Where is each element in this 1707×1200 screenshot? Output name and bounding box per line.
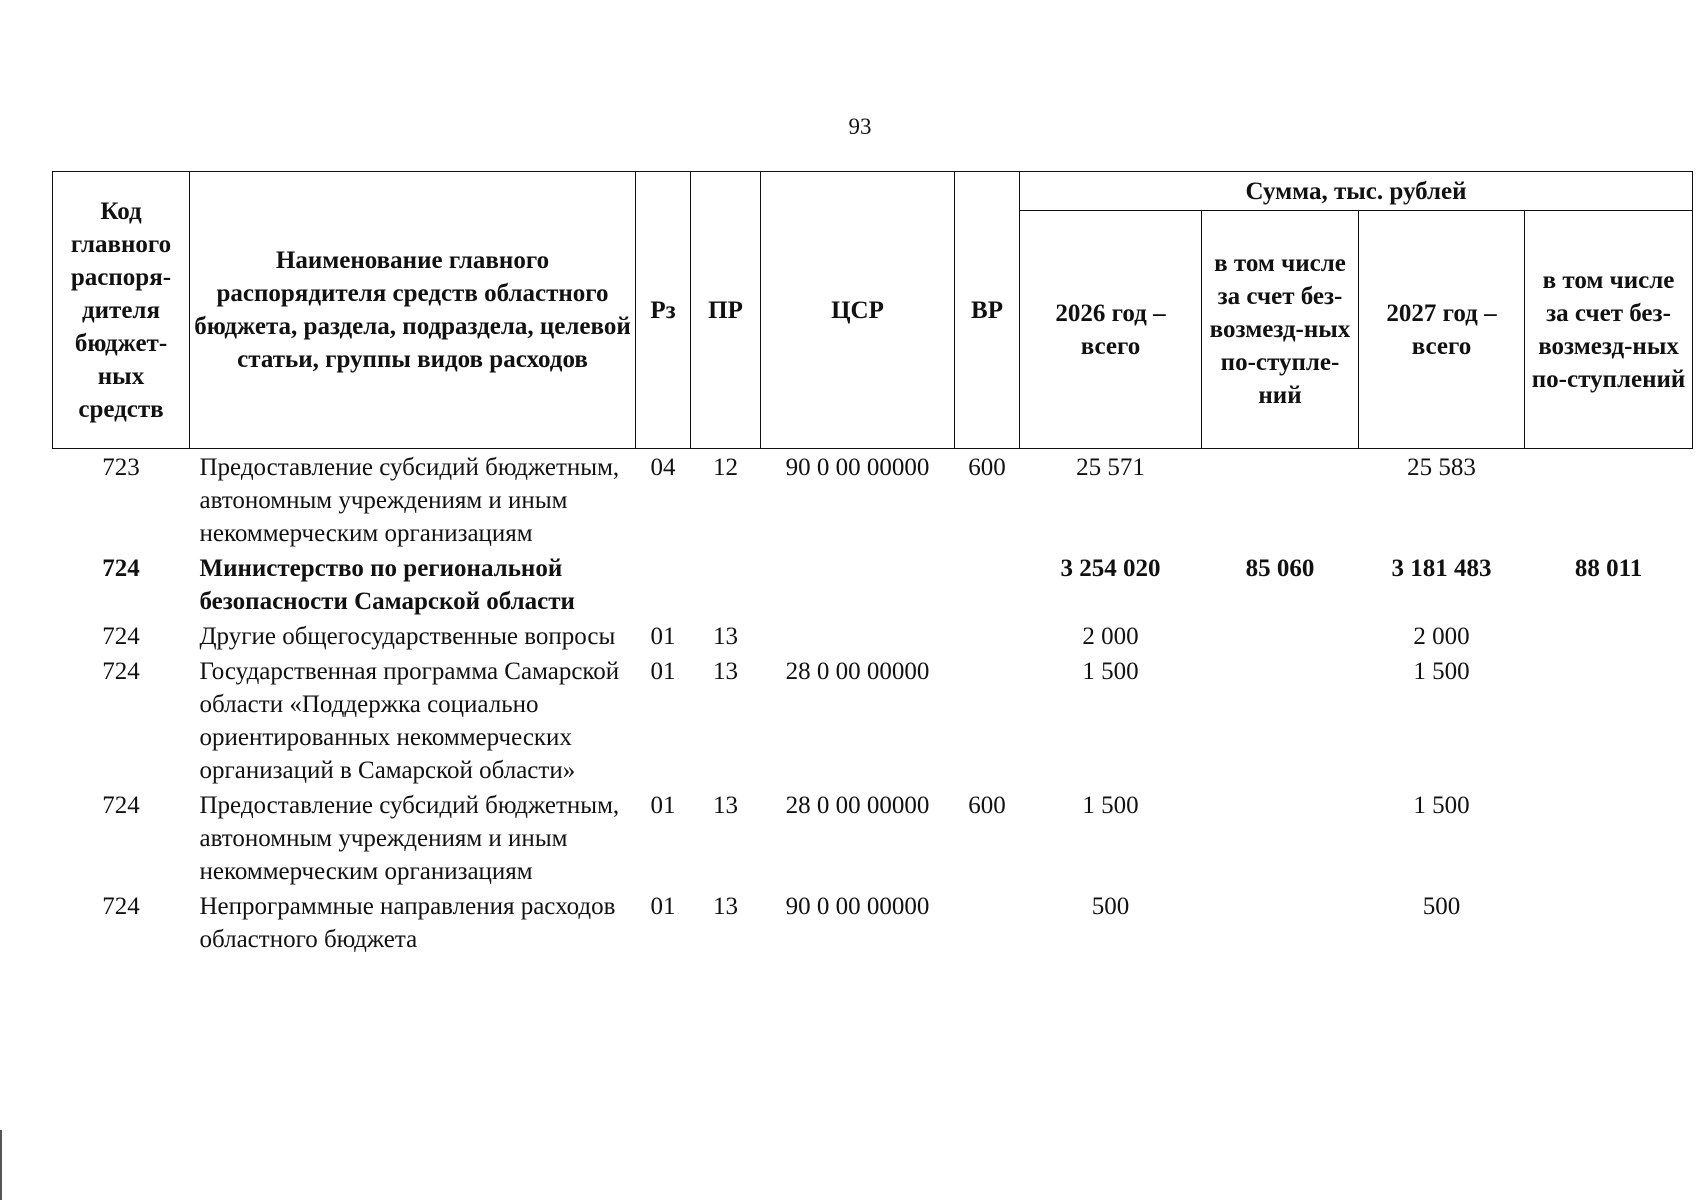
header-2027-total: 2027 год – всего bbox=[1359, 211, 1525, 449]
cell-pr: 13 bbox=[713, 893, 738, 920]
cell-2026-free bbox=[1202, 787, 1359, 888]
table-row bbox=[53, 653, 1693, 787]
cell-2026-total: 1 500 bbox=[1082, 658, 1139, 685]
cell-2027-free bbox=[1525, 618, 1693, 653]
cell-2027-free bbox=[1525, 449, 1693, 551]
cell-pr: 13 bbox=[713, 658, 738, 685]
cell-csr: 28 0 00 00000 bbox=[785, 792, 930, 819]
cell-rz: 01 bbox=[650, 623, 676, 650]
cell-2027-total: 25 583 bbox=[1407, 454, 1476, 481]
cell-name: Непрограммные направления расходов областного бюджета bbox=[199, 893, 616, 953]
cell-vr bbox=[955, 550, 1020, 618]
cell-2027-total: 3 181 483 bbox=[1391, 555, 1492, 582]
cell-2027-free bbox=[1525, 787, 1693, 888]
header-pr: ПР bbox=[691, 172, 761, 449]
cell-code: 723 bbox=[102, 454, 140, 481]
cell-vr bbox=[955, 618, 1020, 653]
cell-csr: 90 0 00 00000 bbox=[785, 454, 930, 481]
header-code: Код главного распоря-дителя бюджет-ных средств bbox=[53, 172, 190, 449]
cell-csr bbox=[761, 618, 955, 653]
cell-rz bbox=[636, 550, 691, 618]
cell-2027-total: 1 500 bbox=[1413, 792, 1470, 819]
cell-2026-free bbox=[1202, 449, 1359, 551]
cell-name: Предоставление субсидий бюджетным, автономным учреждениям и иным некоммерческим организациям bbox=[199, 454, 620, 547]
cell-vr: 600 bbox=[968, 792, 1006, 819]
cell-vr bbox=[955, 888, 1020, 956]
cell-code: 724 bbox=[102, 555, 140, 582]
cell-2026-free bbox=[1202, 653, 1359, 787]
cell-2026-free bbox=[1202, 618, 1359, 653]
cell-2026-free bbox=[1202, 888, 1359, 956]
cell-rz: 01 bbox=[650, 792, 676, 819]
table-row bbox=[53, 449, 1693, 551]
cell-vr: 600 bbox=[968, 454, 1006, 481]
cell-vr bbox=[955, 653, 1020, 787]
header-2027-free: в том числе за счет без-возмезд-ных по-ступлений bbox=[1525, 211, 1693, 449]
header-2026-free: в том числе за счет без-возмезд-ных по-ступле-ний bbox=[1202, 211, 1359, 449]
cell-code: 724 bbox=[102, 623, 140, 650]
table-row bbox=[53, 618, 1693, 653]
cell-rz: 01 bbox=[650, 893, 676, 920]
header-rz: Рз bbox=[636, 172, 691, 449]
cell-name: Другие общегосударственные вопросы bbox=[199, 623, 616, 650]
cell-rz: 01 bbox=[650, 658, 676, 685]
cell-2027-total: 2 000 bbox=[1413, 623, 1470, 650]
cell-pr bbox=[691, 550, 761, 618]
header-vr: ВР bbox=[955, 172, 1020, 449]
cell-2027-free: 88 011 bbox=[1574, 555, 1643, 582]
header-csr: ЦСР bbox=[761, 172, 955, 449]
cell-code: 724 bbox=[102, 792, 140, 819]
table-row bbox=[53, 550, 1693, 618]
table-row bbox=[53, 787, 1693, 888]
cell-name: Государственная программа Самарской области «Поддержка социально ориентированных некоммерческих организаций в Самарской области» bbox=[199, 658, 620, 784]
cell-csr: 28 0 00 00000 bbox=[785, 658, 930, 685]
header-sum: Сумма, тыс. рублей bbox=[1020, 172, 1693, 211]
scan-edge-mark bbox=[0, 1130, 2, 1200]
budget-table-container bbox=[52, 171, 1692, 956]
budget-table bbox=[52, 171, 1693, 956]
cell-csr bbox=[761, 550, 955, 618]
cell-2026-free: 85 060 bbox=[1245, 555, 1315, 582]
header-2026-total: 2026 год – всего bbox=[1020, 211, 1202, 449]
cell-2026-total: 25 571 bbox=[1076, 454, 1145, 481]
cell-name: Министерство по региональной безопасности Самарской области bbox=[199, 555, 575, 615]
cell-2027-free bbox=[1525, 653, 1693, 787]
cell-pr: 13 bbox=[713, 623, 738, 650]
cell-2027-total: 500 bbox=[1422, 893, 1461, 920]
cell-code: 724 bbox=[102, 893, 140, 920]
cell-pr: 13 bbox=[713, 792, 738, 819]
cell-pr: 12 bbox=[713, 454, 738, 481]
cell-2027-free bbox=[1525, 888, 1693, 956]
cell-2026-total: 500 bbox=[1091, 893, 1130, 920]
cell-2026-total: 3 254 020 bbox=[1060, 555, 1161, 582]
table-body bbox=[53, 449, 1693, 957]
cell-name: Предоставление субсидий бюджетным, автономным учреждениям и иным некоммерческим организациям bbox=[199, 792, 620, 885]
cell-code: 724 bbox=[102, 658, 140, 685]
cell-2026-total: 1 500 bbox=[1082, 792, 1139, 819]
page-number: 93 bbox=[848, 114, 872, 139]
table-row bbox=[53, 888, 1693, 956]
cell-2027-total: 1 500 bbox=[1413, 658, 1470, 685]
cell-csr: 90 0 00 00000 bbox=[785, 893, 930, 920]
table-header bbox=[53, 172, 1693, 449]
cell-rz: 04 bbox=[650, 454, 676, 481]
cell-2026-total: 2 000 bbox=[1082, 623, 1139, 650]
header-name: Наименование главного распорядителя средств областного бюджета, раздела, подраздела, целевой статьи, группы видов расходов bbox=[190, 172, 636, 449]
